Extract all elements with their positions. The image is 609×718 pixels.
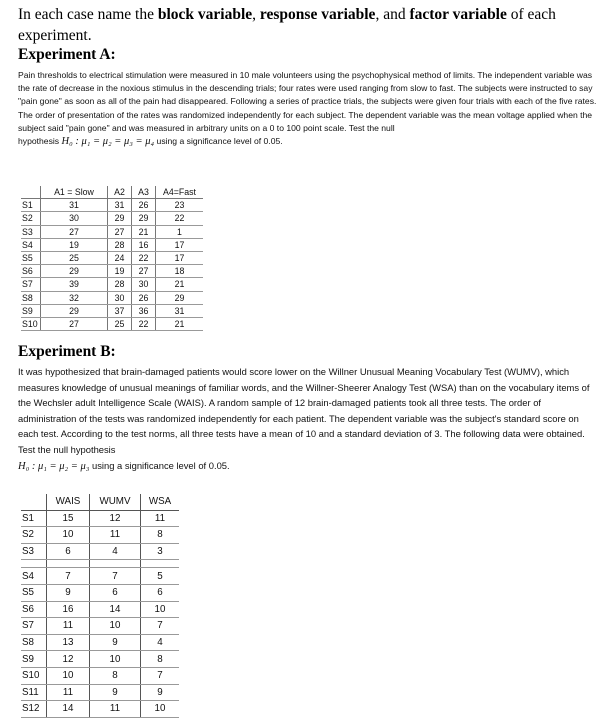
table-cell: 7 <box>47 568 90 585</box>
table-cell: 29 <box>156 291 204 304</box>
table-cell: 14 <box>90 601 141 618</box>
factor-variable-term: factor variable <box>409 6 507 23</box>
table-row <box>21 265 203 278</box>
table-cell: 9 <box>47 584 90 601</box>
table-cell: 4 <box>141 634 180 651</box>
experiment-b-hypothesis: H₀ : μ₁ = μ₂ = μ₃ <box>18 460 90 472</box>
table-row <box>21 225 203 238</box>
experiment-a-heading: Experiment A: <box>18 46 116 63</box>
row-label: S5 <box>21 584 47 601</box>
column-header: WAIS <box>47 494 90 510</box>
table-cell: 22 <box>156 212 204 225</box>
row-label: S9 <box>21 651 47 668</box>
table-cell: 39 <box>41 278 108 291</box>
table-cell: 21 <box>132 225 156 238</box>
table-cell: 22 <box>132 317 156 330</box>
table-cell: 10 <box>90 618 141 635</box>
table-cell: 7 <box>141 667 180 684</box>
row-label: S3 <box>21 225 41 238</box>
table-row <box>21 238 203 251</box>
table-cell: 10 <box>90 651 141 668</box>
column-header: A4=Fast <box>156 186 204 199</box>
table-cell: 18 <box>156 265 204 278</box>
table-cell: 6 <box>90 584 141 601</box>
table-cell: 8 <box>141 651 180 668</box>
table-cell: 30 <box>41 212 108 225</box>
experiment-b-paragraph: It was hypothesized that brain-damaged patients would score lower on the Willner Unusual Meaning Vocabulary Test (WUMV), which measures knowledge of unusual meanings of familiar words, and the Willner-Sheerer Analogy Test (WSA) than on the vocabulary items of the Wechsler adult Intelligence Scale (WAIS). A random sample of 12 brain-damaged patients took all three tests. The order of administration of the tests was randomized independently for each patient. The dependent variable was the subject's standard score on each test. According to the test norms, all three tests have a mean of 10 and a standard deviation of 3. The following data were obtained. Test the null hypothesis H₀ : μ₁ = μ₂ = μ₃ using a significance level of 0.05. <box>18 366 590 472</box>
row-label: S8 <box>21 291 41 304</box>
table-cell: 17 <box>156 251 204 264</box>
table-row <box>21 568 179 585</box>
table-row <box>21 601 179 618</box>
row-label: S3 <box>21 543 47 560</box>
table-cell: 14 <box>47 701 90 718</box>
table-cell: 6 <box>141 584 180 601</box>
table-cell: 26 <box>132 291 156 304</box>
table-cell: 8 <box>141 527 180 544</box>
table-row <box>21 634 179 651</box>
table-cell: 11 <box>90 701 141 718</box>
table-cell: 17 <box>156 238 204 251</box>
experiment-a-paragraph: Pain thresholds to electrical stimulation were measured in 10 male volunteers using the psychophysical method of limits. The independent variable was the rate of decrease in the noxious stimulus in the descending trials; four rates were used ranging from slow to fast. The subjects were instructed to say "pain gone" as soon as all of the pain had disappeared. Following a series of practice trials, the subjects were given four trials with each of the five rates. The order of presentation of the rates was randomized independently for each subject. The dependent variable was the mean voltage applied when the subject said "pain gone" and was measured in arbitrary units on a 0 to 100 point scale. Test the null hypothesis H₀ : μ₁ = μ₂ = μ₃ = μ₄ using a significance level of 0.05. <box>18 70 597 148</box>
table-row <box>21 651 179 668</box>
column-header: WUMV <box>90 494 141 510</box>
table-cell: 11 <box>47 618 90 635</box>
table-cell: 16 <box>47 601 90 618</box>
table-cell: 31 <box>108 199 132 212</box>
row-label: S4 <box>21 568 47 585</box>
table-cell: 3 <box>141 543 180 560</box>
table-cell: 16 <box>132 238 156 251</box>
table-cell: 15 <box>47 510 90 527</box>
table-cell: 25 <box>41 251 108 264</box>
table-cell: 19 <box>108 265 132 278</box>
row-label: S6 <box>21 601 47 618</box>
experiment-b-table <box>21 494 179 718</box>
table-cell: 11 <box>47 684 90 701</box>
table-cell: 10 <box>141 701 180 718</box>
experiment-b-heading: Experiment B: <box>18 343 116 360</box>
row-label: S11 <box>21 684 47 701</box>
row-label: S4 <box>21 238 41 251</box>
table-cell: 11 <box>90 527 141 544</box>
table-cell: 7 <box>90 568 141 585</box>
table-cell: 9 <box>90 684 141 701</box>
row-label: S7 <box>21 618 47 635</box>
row-label: S8 <box>21 634 47 651</box>
table-cell: 12 <box>90 510 141 527</box>
table-cell: 23 <box>156 199 204 212</box>
experiment-a-hypothesis: H₀ : μ₁ = μ₂ = μ₃ = μ₄ <box>61 136 155 148</box>
table-cell: 32 <box>41 291 108 304</box>
row-label: S2 <box>21 212 41 225</box>
table-row <box>21 701 179 718</box>
column-header: A2 <box>108 186 132 199</box>
experiment-a-table <box>21 186 203 331</box>
table-cell: 8 <box>90 667 141 684</box>
table-cell: 10 <box>47 667 90 684</box>
instruction-text: In each case name the block variable, response variable, and factor variable of each experiment. <box>18 6 556 44</box>
table-row <box>21 584 179 601</box>
table-cell: 7 <box>141 618 180 635</box>
table-cell: 4 <box>90 543 141 560</box>
table-cell: 6 <box>47 543 90 560</box>
table-row <box>21 291 203 304</box>
table-cell: 36 <box>132 304 156 317</box>
table-cell: 12 <box>47 651 90 668</box>
table-cell: 21 <box>156 278 204 291</box>
row-label: S2 <box>21 527 47 544</box>
table-cell: 25 <box>108 317 132 330</box>
row-label: S12 <box>21 701 47 718</box>
row-label: S10 <box>21 667 47 684</box>
table-cell: 31 <box>156 304 204 317</box>
row-label: S1 <box>21 199 41 212</box>
column-header: WSA <box>141 494 180 510</box>
table-row <box>21 212 203 225</box>
table-cell: 26 <box>132 199 156 212</box>
table-cell: 27 <box>108 225 132 238</box>
table-cell: 24 <box>108 251 132 264</box>
table-row <box>21 510 179 527</box>
table-row <box>21 304 203 317</box>
table-cell: 29 <box>108 212 132 225</box>
table-row <box>21 278 203 291</box>
table-cell: 10 <box>47 527 90 544</box>
table-cell: 9 <box>141 684 180 701</box>
table-row <box>21 251 203 264</box>
table-cell: 27 <box>132 265 156 278</box>
table-cell: 29 <box>132 212 156 225</box>
table-row <box>21 317 203 330</box>
row-label: S1 <box>21 510 47 527</box>
table-cell: 37 <box>108 304 132 317</box>
table-cell: 21 <box>156 317 204 330</box>
row-label: S6 <box>21 265 41 278</box>
table-cell: 13 <box>47 634 90 651</box>
table-row <box>21 543 179 560</box>
table-cell: 9 <box>90 634 141 651</box>
table-row <box>21 684 179 701</box>
table-cell: 11 <box>141 510 180 527</box>
table-cell: 29 <box>41 304 108 317</box>
row-label: S10 <box>21 317 41 330</box>
table-row <box>21 527 179 544</box>
table-cell: 1 <box>156 225 204 238</box>
row-label: S5 <box>21 251 41 264</box>
table-cell: 30 <box>108 291 132 304</box>
table-spacer-row <box>21 560 179 568</box>
table-row <box>21 667 179 684</box>
block-variable-term: block variable <box>157 6 253 23</box>
table-row <box>21 618 179 635</box>
table-cell: 30 <box>132 278 156 291</box>
table-cell: 28 <box>108 278 132 291</box>
row-label: S7 <box>21 278 41 291</box>
row-label: S9 <box>21 304 41 317</box>
table-cell: 27 <box>41 225 108 238</box>
table-cell: 29 <box>41 265 108 278</box>
table-cell: 19 <box>41 238 108 251</box>
table-cell: 10 <box>141 601 180 618</box>
table-cell: 22 <box>132 251 156 264</box>
column-header: A3 <box>132 186 156 199</box>
response-variable-term: response variable <box>259 6 376 23</box>
table-cell: 28 <box>108 238 132 251</box>
table-row <box>21 199 203 212</box>
table-cell: 5 <box>141 568 180 585</box>
table-cell: 31 <box>41 199 108 212</box>
column-header: A1 = Slow <box>41 186 108 199</box>
table-cell: 27 <box>41 317 108 330</box>
